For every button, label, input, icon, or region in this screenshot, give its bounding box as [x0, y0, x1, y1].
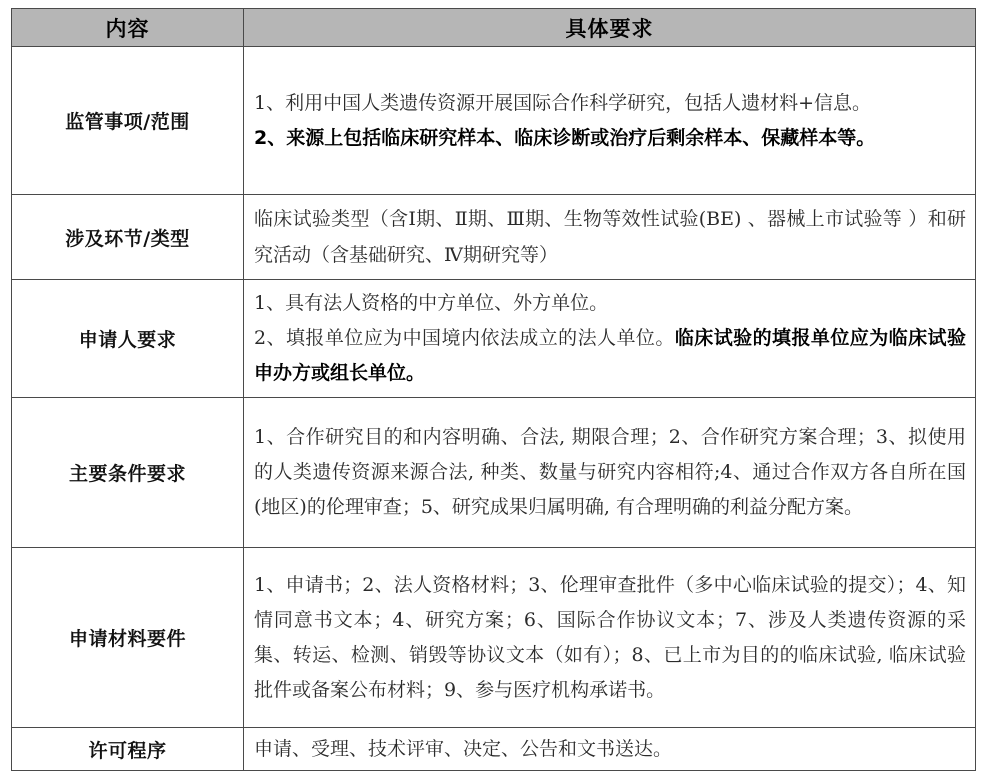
row-label-conditions: 主要条件要求: [12, 398, 244, 548]
detail-text-normal: 1、合作研究目的和内容明确、合法, 期限合理；2、合作研究方案合理；3、拟使用的人类遗传资源来源合法, 种类、数量与研究内容相符;4、通过合作双方各自所在国(地区)的伦理审查；5、研究成果归属明确, 有合理明确的利益分配方案。: [254, 426, 966, 518]
row-detail-scope: [244, 47, 976, 195]
row-label-applicant: 申请人要求: [12, 280, 244, 398]
row-label-stage: 涉及环节/类型: [12, 195, 244, 280]
detail-line: [254, 734, 966, 764]
row-detail-documents: [244, 548, 976, 728]
detail-line: [254, 286, 966, 321]
detail-text-normal: 2、填报单位应为中国境内依法成立的法人单位。: [254, 327, 675, 349]
table-row-procedure: [12, 728, 976, 771]
table-row-conditions: [12, 398, 976, 548]
detail-text-normal: 1、具有法人资格的中方单位、外方单位。: [254, 292, 609, 314]
detail-line: [254, 321, 966, 391]
row-detail-applicant: [244, 280, 976, 398]
detail-line: [254, 201, 966, 273]
row-label-scope: 监管事项/范围: [12, 47, 244, 195]
table-row-documents: [12, 548, 976, 728]
row-label-procedure: 许可程序: [12, 728, 244, 771]
regulatory-requirements-table: [11, 8, 976, 771]
detail-line: [254, 121, 966, 156]
detail-text-bold: 临床试验的填报单位应为临床试验申办方或组长单位。: [254, 327, 966, 384]
table-row-applicant: [12, 280, 976, 398]
detail-text-normal: 临床试验类型（含Ⅰ期、Ⅱ期、Ⅲ期、生物等效性试验(BE) 、器械上市试验等 ）和研究活动（含基础研究、Ⅳ期研究等）: [254, 208, 966, 266]
table-header-row: [12, 9, 976, 47]
table-row-scope: [12, 47, 976, 195]
row-detail-conditions: [244, 398, 976, 548]
row-detail-stage: [244, 195, 976, 280]
column-header-content: 内容: [12, 9, 244, 47]
detail-line: [254, 420, 966, 525]
detail-text-normal: 1、利用中国人类遗传资源开展国际合作科学研究，包括人遗材料+信息。: [254, 91, 872, 114]
detail-text-normal: 1、申请书；2、法人资格材料；3、伦理审查批件（多中心临床试验的提交）；4、知情同意书文本；4、研究方案；6、国际合作协议文本；7、涉及人类遗传资源的采集、转运、检测、销毁等协议文本（如有）；8、已上市为目的的临床试验, 临床试验批件或备案公布材料；9、参与医疗机构承诺书。: [254, 573, 966, 701]
detail-line: [254, 568, 966, 708]
row-detail-procedure: [244, 728, 976, 771]
table-row-stage: [12, 195, 976, 280]
detail-text-normal: 申请、受理、技术评审、决定、公告和文书送达。: [254, 738, 673, 760]
detail-text-bold: 2、来源上包括临床研究样本、临床诊断或治疗后剩余样本、保藏样本等。: [254, 126, 876, 149]
detail-line: [254, 86, 966, 121]
row-label-documents: 申请材料要件: [12, 548, 244, 728]
column-header-requirements: 具体要求: [244, 9, 976, 47]
